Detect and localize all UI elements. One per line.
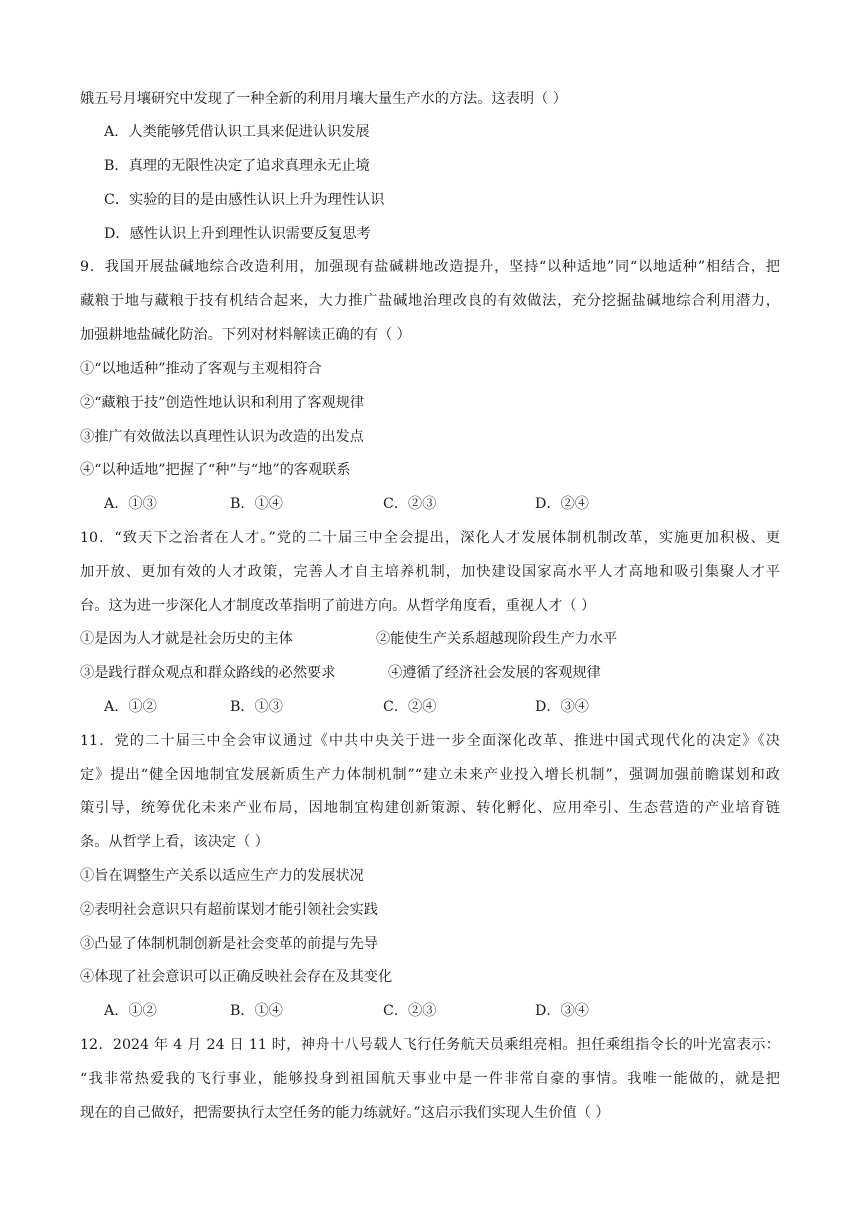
q9-statement-3: ③推广有效做法以真理性认识为改造的出发点	[80, 429, 364, 445]
q9-stem-line-3: 加强耕地盐碱化防治。下列对材料解读正确的有（ ）	[80, 327, 411, 343]
q9-choice-c: C．②③	[383, 496, 437, 512]
q10-choice-b: B．①③	[230, 699, 283, 715]
q8-option-c: C．实验的目的是由感性认识上升为理性认识	[104, 192, 385, 208]
q8-option-d: D．感性认识上升到理性认识需要反复思考	[104, 226, 371, 242]
q8-stem-end: 娥五号月壤研究中发现了一种全新的利用月壤大量生产水的方法。这表明（ ）	[80, 91, 567, 107]
q9-choice-d: D．②④	[535, 496, 589, 512]
q8-option-a: A．人类能够凭借认识工具来促进认识发展	[104, 124, 370, 140]
q11-statement-4: ④体现了社会意识可以正确反映社会存在及其变化	[80, 969, 393, 985]
q10-stem-line-3: 台。这为进一步深化人才制度改革指明了前进方向。从哲学角度看，重视人才（ ）	[80, 598, 596, 614]
q9-statement-2: ②“藏粮于技”创造性地认识和利用了客观规律	[80, 395, 365, 411]
q11-choice-d: D．③④	[535, 1003, 589, 1019]
q10-statement-1: ①是因为人才就是社会历史的主体	[80, 631, 293, 647]
q9-stem-line-1: 9．我国开展盐碱地综合改造利用，加强现有盐碱耕地改造提升，坚持“以种适地”同“以地适种”相结合，把	[80, 259, 780, 275]
q9-statement-4: ④“以种适地”把握了“种”与“地”的客观联系	[80, 462, 351, 478]
q10-choice-c: C．②④	[383, 699, 437, 715]
q10-statement-2: ②能使生产关系超越现阶段生产力水平	[376, 631, 618, 647]
q8-option-b: B．真理的无限性决定了追求真理永无止境	[104, 158, 370, 174]
q12-stem-line-3: 现在的自己做好，把需要执行太空任务的能力练就好。”这启示我们实现人生价值（ ）	[80, 1105, 610, 1121]
q12-stem-line-1: 12．2024 年 4 月 24 日 11 时，神舟十八号载人飞行任务航天员乘组亮相。担任乘组指令长的叶光富表示：	[80, 1037, 780, 1053]
q11-stem-line-3: 策引导，统筹优化未来产业布局，因地制宜构建创新策源、转化孵化、应用牵引、生态营造的产业培育链	[80, 800, 780, 816]
q10-choice-a: A．①②	[104, 699, 157, 715]
q9-statement-1: ①“以地适种”推动了客观与主观相符合	[80, 361, 322, 377]
q10-stem-line-2: 加开放、更加有效的人才政策，完善人才自主培养机制，加快建设国家高水平人才高地和吸引集聚人才平	[80, 564, 780, 580]
q10-stem-line-1: 10．“致天下之治者在人才。”党的二十届三中全会提出，深化人才发展体制机制改革，实施更加积极、更	[80, 530, 780, 546]
q11-stem-line-1: 11．党的二十届三中全会审议通过《中共中央关于进一步全面深化改革、推进中国式现代化的决定》《决	[80, 733, 780, 749]
q11-stem-line-4: 条。从哲学上看，该决定（ ）	[80, 834, 269, 850]
q10-statement-4: ④遵循了经济社会发展的客观规律	[388, 665, 601, 681]
q11-statement-1: ①旨在调整生产关系以适应生产力的发展状况	[80, 868, 364, 884]
q11-stem-line-2: 定》提出“健全因地制宜发展新质生产力体制机制”“建立未来产业投入增长机制”，强调加强前瞻谋划和政	[80, 767, 780, 783]
q9-stem-line-2: 藏粮于地与藏粮于技有机结合起来，大力推广盐碱地治理改良的有效做法，充分挖掘盐碱地综合利用潜力，	[80, 293, 780, 309]
q11-choice-b: B．①④	[230, 1003, 283, 1019]
q10-statement-3: ③是践行群众观点和群众路线的必然要求	[80, 665, 336, 681]
q11-choice-c: C．②③	[383, 1003, 437, 1019]
q9-choice-a: A．①③	[104, 496, 157, 512]
q11-statement-2: ②表明社会意识只有超前谋划才能引领社会实践	[80, 902, 378, 918]
q9-choice-b: B．①④	[230, 496, 283, 512]
q12-stem-line-2: “我非常热爱我的飞行事业，能够投身到祖国航天事业中是一件非常自豪的事情。我唯一能做的，就是把	[80, 1071, 780, 1087]
q11-statement-3: ③凸显了体制机制创新是社会变革的前提与先导	[80, 936, 378, 952]
q11-choice-a: A．①②	[104, 1003, 157, 1019]
q10-choice-d: D．③④	[535, 699, 589, 715]
